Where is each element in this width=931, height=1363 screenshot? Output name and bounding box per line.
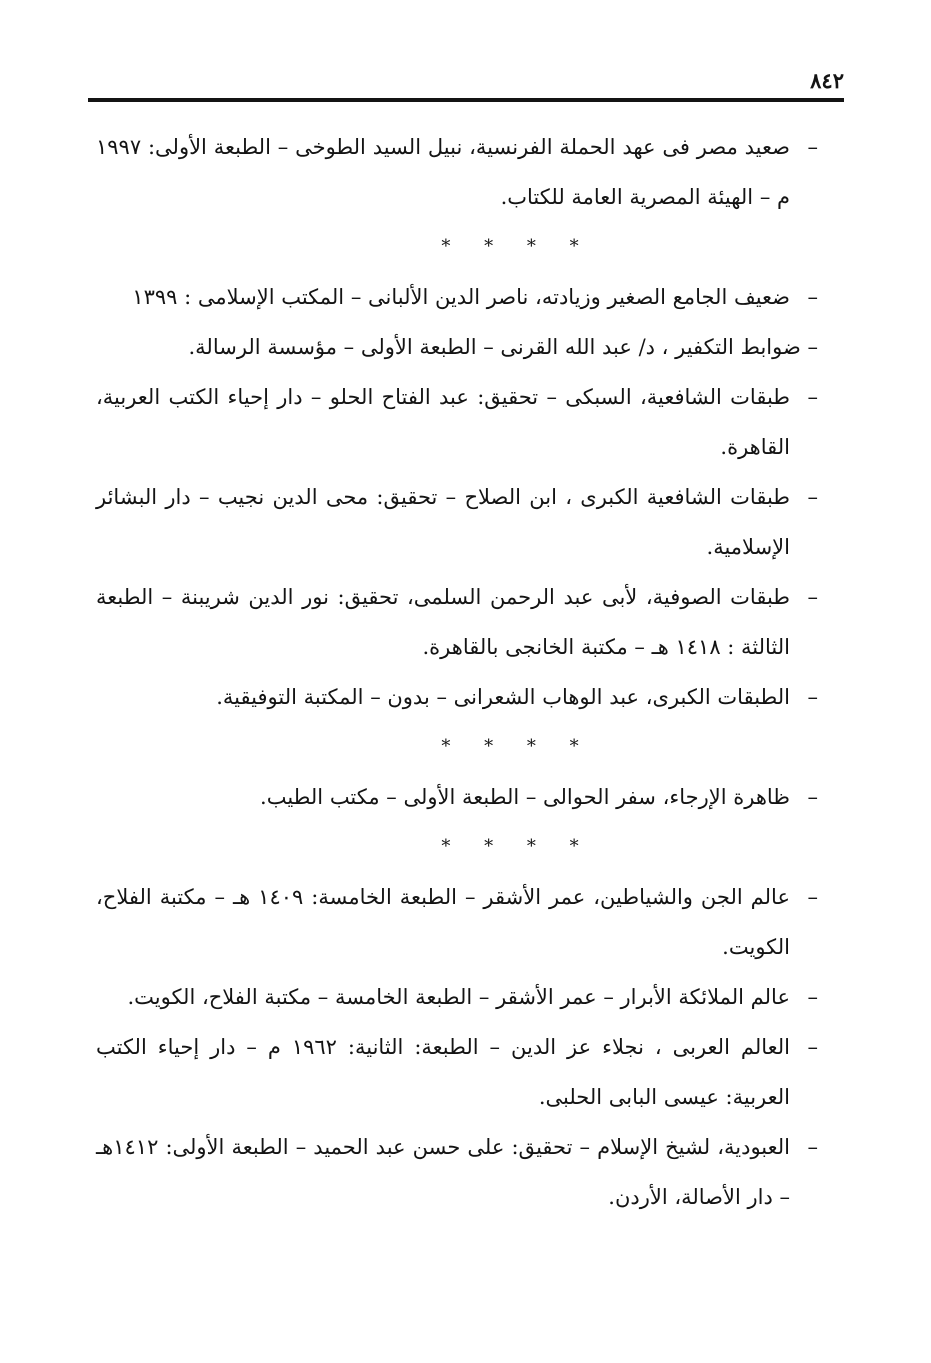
bibliography-entry	[96, 1122, 818, 1222]
entry-text: طبقات الشافعية، السبكى – تحقيق: عبد الفتاح الحلو – دار إحياء الكتب العربية، القاهرة.	[96, 385, 790, 459]
bibliography-list	[96, 122, 818, 1222]
entry-text: طبقات الشافعية الكبرى ، ابن الصلاح – تحقيق: محى الدين نجيب – دار البشائر الإسلامية.	[96, 485, 790, 559]
entry-text: طبقات الصوفية، لأبى عبد الرحمن السلمى، تحقيق: نور الدين شريبنة – الطبعة الثالثة : ١٤١٨ هـ – مكتبة الخانجى بالقاهرة.	[96, 585, 790, 659]
entry-dash: –	[807, 785, 818, 809]
bibliography-entry	[96, 872, 818, 972]
entry-text: العبودية، لشيخ الإسلام – تحقيق: على حسن عبد الحميد – الطبعة الأولى: ١٤١٢هـ – دار الأصالة، الأردن.	[96, 1135, 790, 1209]
bibliography-entry	[96, 1022, 818, 1122]
bibliography-entry	[96, 372, 818, 472]
entry-dash: –	[807, 885, 818, 909]
entry-text: صعيد مصر فى عهد الحملة الفرنسية، نبيل السيد الطوخى – الطبعة الأولى: ١٩٩٧ م – الهيئة المصرية العامة للكتاب.	[96, 135, 790, 209]
bibliography-entry	[96, 322, 818, 372]
section-separator: * * * *	[441, 836, 593, 857]
entry-text: – ضوابط التكفير ، د/ عبد الله القرنى – الطبعة الأولى – مؤسسة الرسالة.	[188, 335, 818, 359]
entry-dash: –	[807, 685, 818, 709]
bibliography-entry	[96, 472, 818, 572]
bibliography-entry	[96, 772, 818, 822]
bibliography-entry	[96, 572, 818, 672]
entry-text: عالم الجن والشياطين، عمر الأشقر – الطبعة الخامسة: ١٤٠٩ هـ – مكتبة الفلاح، الكويت.	[96, 885, 790, 959]
entry-dash: –	[807, 385, 818, 409]
bibliography-entry	[96, 672, 818, 722]
entry-dash: –	[807, 285, 818, 309]
entry-text: الطبقات الكبرى، عبد الوهاب الشعرانى – بدون – المكتبة التوفيقية.	[216, 685, 790, 709]
entry-text: ظاهرة الإرجاء، سفر الحوالى – الطبعة الأولى – مكتب الطيب.	[260, 785, 790, 809]
bibliography-entry	[96, 972, 818, 1022]
section-separator: * * * *	[441, 736, 593, 757]
header-rule	[88, 98, 844, 102]
entry-dash: –	[807, 585, 818, 609]
bibliography-entry	[96, 122, 818, 222]
entry-dash: –	[807, 1135, 818, 1159]
entry-text: عالم الملائكة الأبرار – عمر الأشقر – الطبعة الخامسة – مكتبة الفلاح، الكويت.	[127, 985, 790, 1009]
entry-text: العالم العربى ، نجلاء عز الدين – الطبعة: الثانية: ١٩٦٢ م – دار إحياء الكتب العربية: عيسى البابى الحلبى.	[96, 1035, 791, 1109]
section-separator: * * * *	[441, 236, 593, 257]
entry-dash: –	[807, 985, 818, 1009]
page-number: ٨٤٢	[810, 68, 844, 93]
entry-dash: –	[807, 1035, 818, 1059]
entry-dash: –	[807, 485, 818, 509]
bibliography-entry	[96, 272, 818, 322]
entry-dash: –	[807, 135, 818, 159]
entry-text: ضعيف الجامع الصغير وزيادته، ناصر الدين الألبانى – المكتب الإسلامى : ١٣٩٩	[132, 285, 790, 309]
